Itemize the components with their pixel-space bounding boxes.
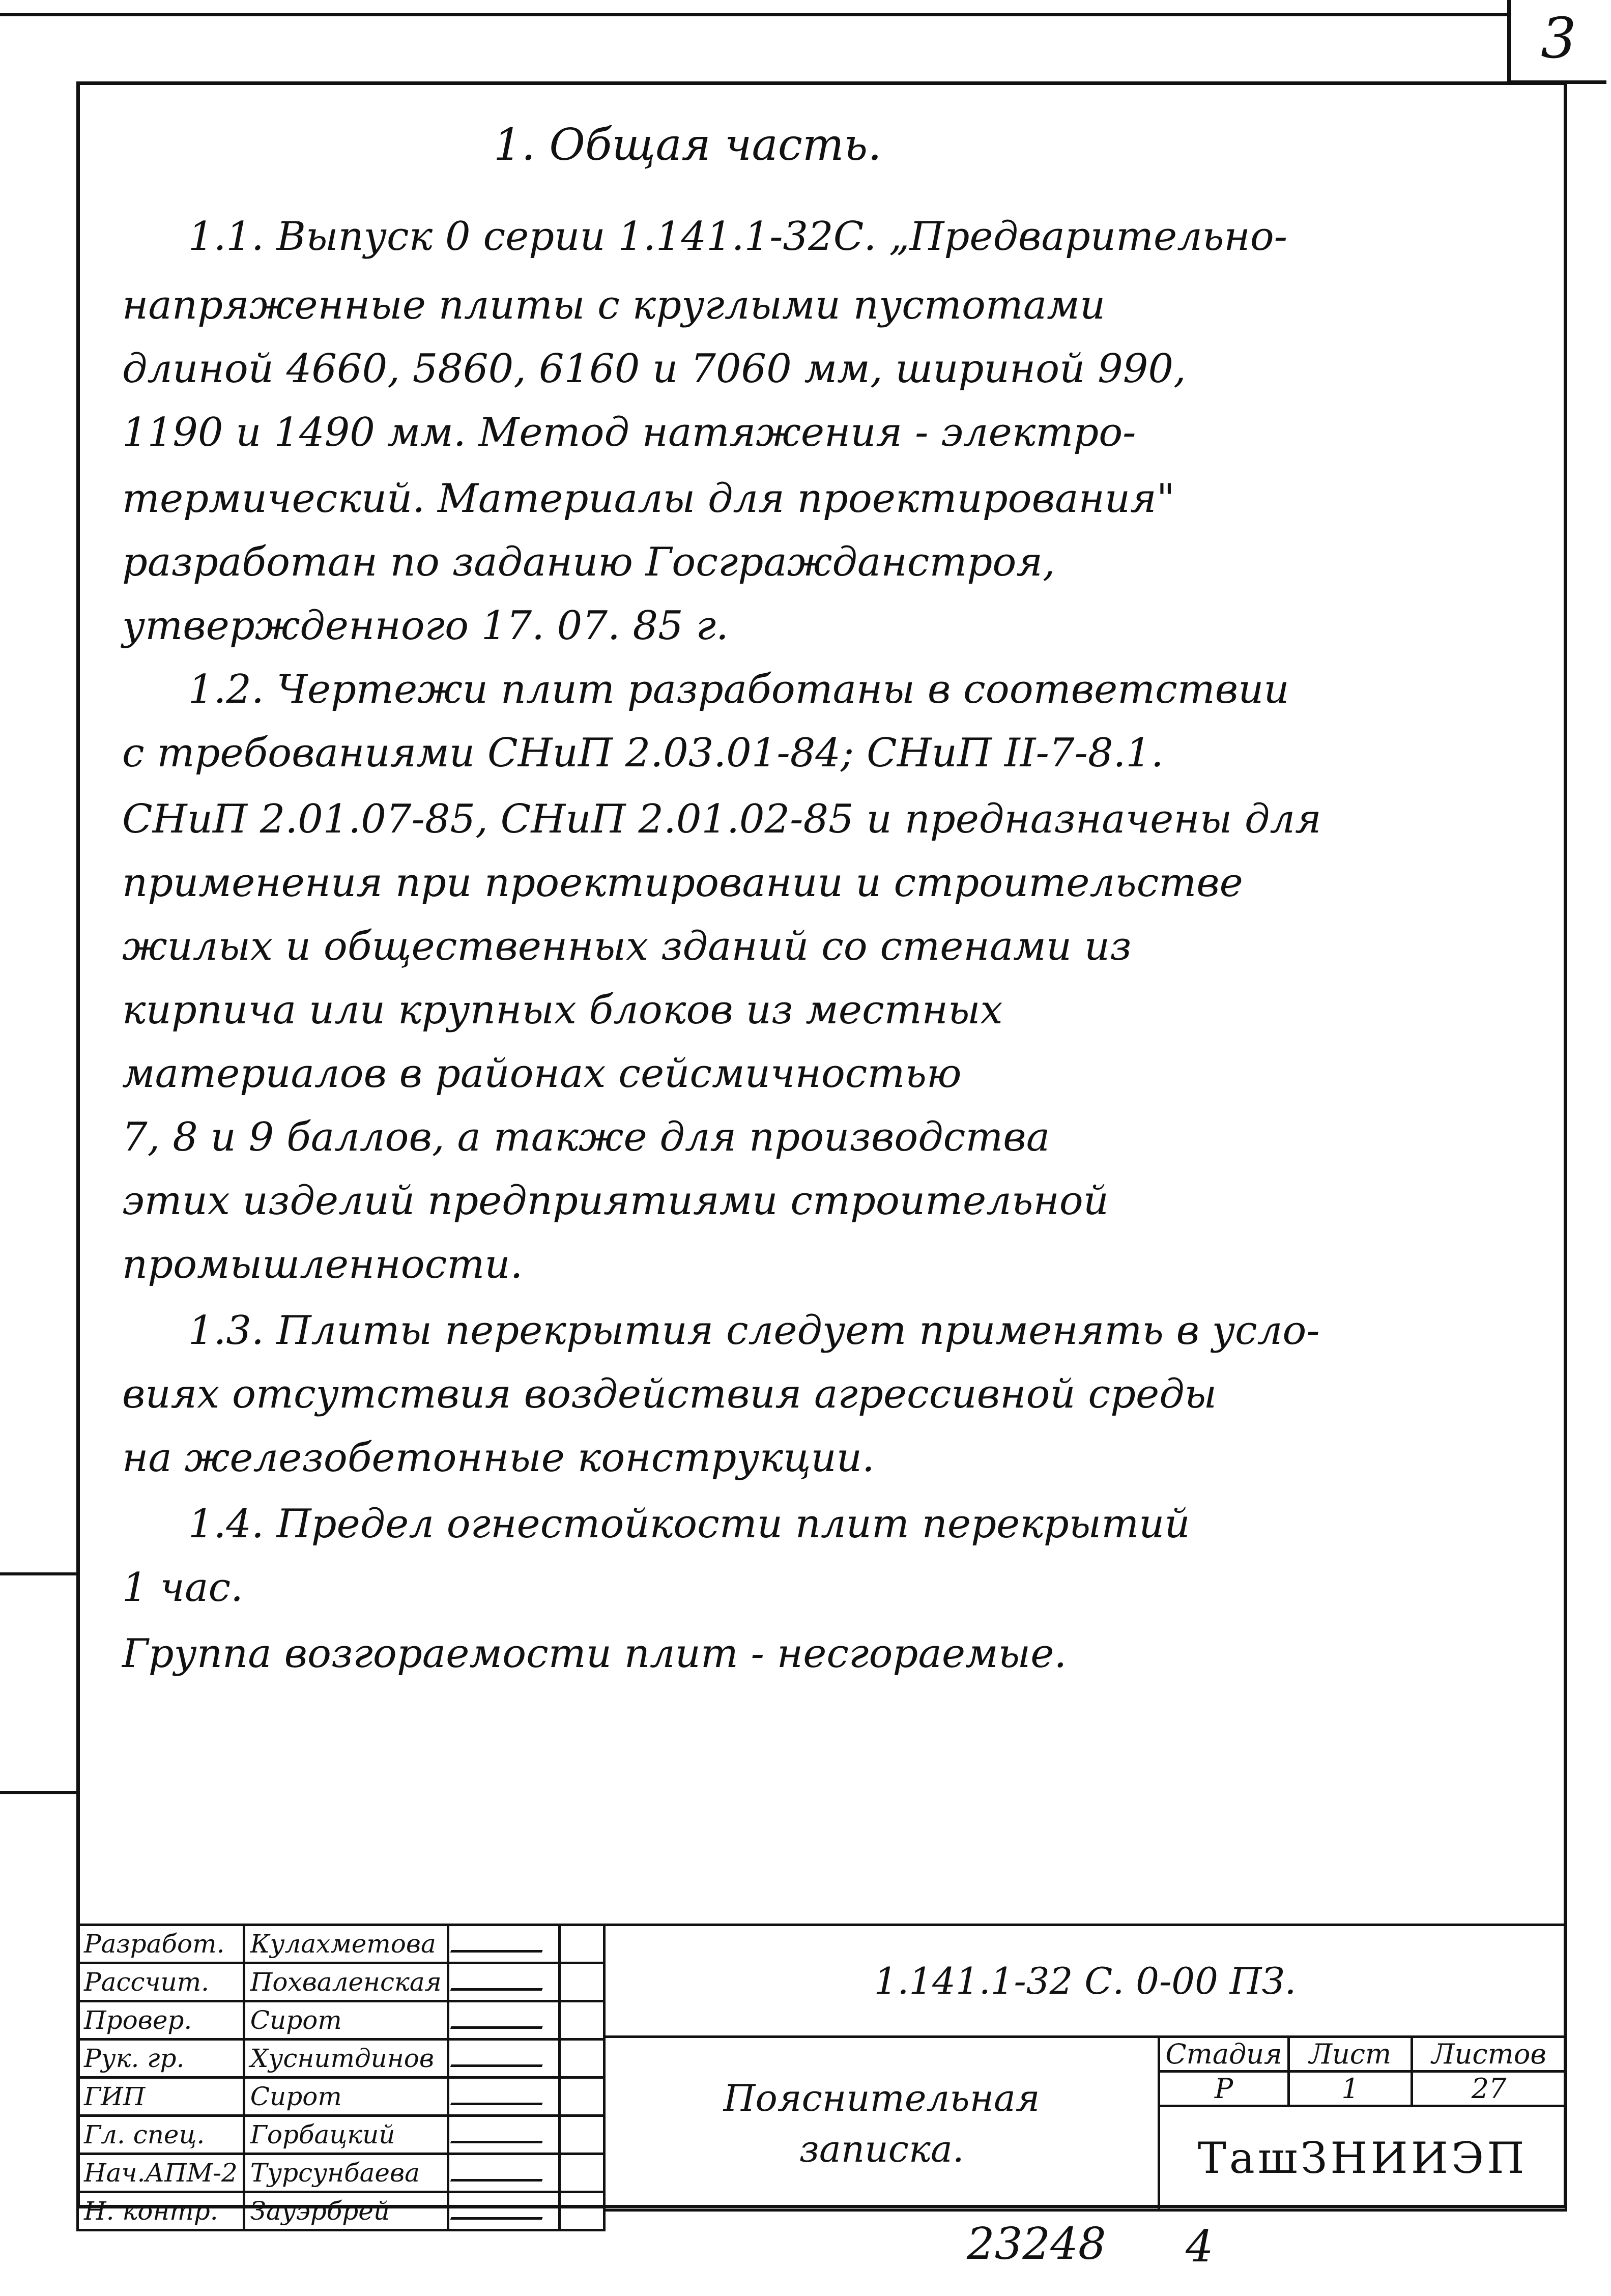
name-cell: Турсунбаева xyxy=(244,2154,448,2192)
role-cell: Н. контр. xyxy=(78,2192,244,2230)
date-cell xyxy=(559,2078,604,2116)
document-code: 1.141.1-32 С. 0-00 ПЗ. xyxy=(605,1925,1566,2037)
signature xyxy=(450,1968,550,1991)
text-line: промышленности. xyxy=(122,1242,523,1287)
binding-margin-mark xyxy=(0,1572,76,1575)
text-line: СНиП 2.01.07-85, СНиП 2.01.02-85 и предназначены для xyxy=(122,796,1321,842)
signature xyxy=(450,2006,550,2029)
binding-margin-mark xyxy=(0,1791,76,1794)
signature xyxy=(450,2044,550,2067)
top-border-line xyxy=(0,13,1511,16)
name-cell: Кулахметова xyxy=(244,1925,448,1963)
role-cell: Рук. гр. xyxy=(78,2040,244,2078)
approval-row xyxy=(78,1925,605,1963)
signature xyxy=(450,1930,550,1953)
approval-row xyxy=(78,2040,605,2078)
signature xyxy=(450,2082,550,2105)
stage-header: Стадия xyxy=(1159,2037,1288,2072)
stage-value: Р xyxy=(1159,2072,1288,2106)
approval-table xyxy=(76,1924,606,2231)
role-cell: Нач.АПМ-2 xyxy=(78,2154,244,2192)
text-line: 1190 и 1490 мм. Метод натяжения - электро- xyxy=(122,410,1136,455)
signature-cell xyxy=(448,1963,559,2001)
signature-cell xyxy=(448,1925,559,1963)
approval-row xyxy=(78,2192,605,2230)
text-line: 1.4. Предел огнестойкости плит перекрытий xyxy=(188,1501,1190,1547)
text-line: 1.3. Плиты перекрытия следует применять в усло- xyxy=(188,1308,1320,1354)
role-cell: Разработ. xyxy=(78,1925,244,1963)
document-title-line: записка. xyxy=(799,2128,964,2170)
approval-row xyxy=(78,2001,605,2040)
text-line: на железобетонные конструкции. xyxy=(122,1435,875,1481)
text-line: 7, 8 и 9 баллов, а также для производства xyxy=(122,1114,1050,1160)
document-title-line: Пояснительная xyxy=(723,2077,1040,2119)
text-line: этих изделий предприятиями строительной xyxy=(122,1178,1109,1224)
name-cell: Горбацкий xyxy=(244,2116,448,2154)
text-line: применения при проектировании и строительстве xyxy=(122,860,1243,906)
format-number: 4 xyxy=(1186,2221,1214,2272)
date-cell xyxy=(559,1925,604,1963)
date-cell xyxy=(559,1963,604,2001)
signature xyxy=(450,2159,550,2182)
signature-cell xyxy=(448,2078,559,2116)
text-line: материалов в районах сейсмичностью xyxy=(122,1051,962,1097)
name-cell: Зауэрбрей xyxy=(244,2192,448,2230)
signature xyxy=(450,2120,550,2143)
role-cell: ГИП xyxy=(78,2078,244,2116)
organization-name: ТашЗНИИЭП xyxy=(1159,2106,1566,2211)
signature-cell xyxy=(448,2001,559,2040)
text-line: виях отсутствия воздействия агрессивной среды xyxy=(122,1371,1217,1417)
approval-row xyxy=(78,2116,605,2154)
text-line: 1.1. Выпуск 0 серии 1.141.1-32С. „Предварительно- xyxy=(188,214,1288,260)
date-cell xyxy=(559,2154,604,2192)
approval-row xyxy=(78,1963,605,2001)
text-line: кирпича или крупных блоков из местных xyxy=(122,987,1003,1033)
text-line: разработан по заданию Госгражданстроя, xyxy=(122,539,1055,585)
name-cell: Похваленская xyxy=(244,1963,448,2001)
text-line: напряженные плиты с круглыми пустотами xyxy=(122,282,1106,328)
name-cell: Сирот xyxy=(244,2001,448,2040)
approval-row xyxy=(78,2154,605,2192)
date-cell xyxy=(559,2192,604,2230)
section-heading: 1. Общая часть. xyxy=(494,120,882,170)
sheet-number-box: 3 xyxy=(1507,0,1606,84)
document-title xyxy=(605,2037,1159,2211)
date-cell xyxy=(559,2040,604,2078)
role-cell: Провер. xyxy=(78,2001,244,2040)
sheets-value: 27 xyxy=(1412,2072,1566,2106)
signature-cell xyxy=(448,2192,559,2230)
text-line: термический. Материалы для проектирования" xyxy=(122,476,1175,522)
signature-cell xyxy=(448,2040,559,2078)
role-cell: Рассчит. xyxy=(78,1963,244,2001)
date-cell xyxy=(559,2116,604,2154)
name-cell: Хуснитдинов xyxy=(244,2040,448,2078)
text-line: утвержденного 17. 07. 85 г. xyxy=(122,603,729,649)
text-line: длиной 4660, 5860, 6160 и 7060 мм, шириной 990, xyxy=(122,346,1186,392)
sheet-value: 1 xyxy=(1288,2072,1412,2106)
sheet-header: Лист xyxy=(1288,2037,1412,2072)
name-cell: Сирот xyxy=(244,2078,448,2116)
signature-cell xyxy=(448,2116,559,2154)
sheets-header: Листов xyxy=(1412,2037,1566,2072)
signature xyxy=(450,2197,550,2220)
text-line: жилых и общественных зданий со стенами из xyxy=(122,924,1132,969)
role-cell: Гл. спец. xyxy=(78,2116,244,2154)
text-line: Группа возгораемости плит - несгораемые. xyxy=(122,1631,1067,1677)
title-block-right xyxy=(603,1924,1567,2212)
text-line: с требованиями СНиП 2.03.01-84; СНиП II-7-8.1. xyxy=(122,730,1164,776)
text-line: 1 час. xyxy=(122,1565,243,1611)
archive-number: 23248 xyxy=(967,2219,1106,2270)
text-line: 1.2. Чертежи плит разработаны в соответствии xyxy=(188,667,1289,712)
date-cell xyxy=(559,2001,604,2040)
approval-row xyxy=(78,2078,605,2116)
signature-cell xyxy=(448,2154,559,2192)
